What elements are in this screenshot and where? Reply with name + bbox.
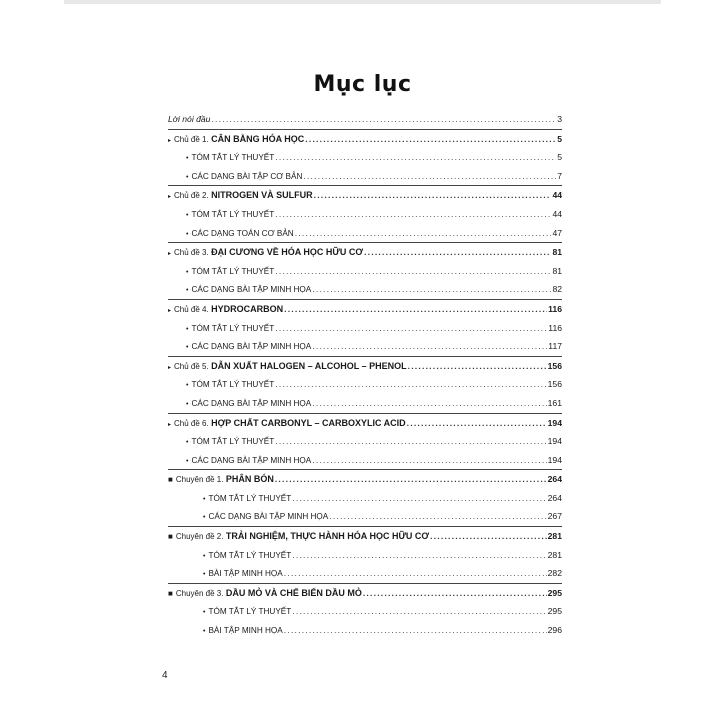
toc-chapter-prefix: Chủ đề 2. — [174, 191, 209, 201]
toc-subitem-name: TÓM TẮT LÝ THUYẾT — [191, 153, 275, 163]
toc-subitem-name: TÓM TẮT LÝ THUYẾT — [208, 493, 292, 503]
toc-subitem-page: 44 — [552, 208, 562, 219]
toc-subitem-label — [168, 621, 283, 642]
toc-chapter-label — [168, 470, 274, 490]
toc-chapter-name: TRẢI NGHIỆM, THỰC HÀNH HÓA HỌC HỮU CƠ — [225, 531, 430, 542]
toc-subitem-page: 82 — [552, 284, 562, 295]
toc-section-7 — [168, 469, 562, 526]
toc-chapter-row[interactable] — [168, 527, 562, 546]
toc-chapter-label — [168, 527, 429, 547]
square-bullet-icon: ■ — [168, 475, 173, 485]
leader-dots — [329, 507, 546, 526]
toc-chapter-label — [168, 130, 304, 151]
page-title: Mục lục — [313, 72, 412, 97]
toc-subitem-page: 264 — [547, 492, 562, 503]
toc-intro-page: 3 — [557, 114, 562, 124]
toc-subitem-row[interactable] — [168, 337, 562, 356]
leader-dots — [312, 337, 547, 356]
toc-chapter-row[interactable] — [168, 243, 562, 262]
leader-dots — [314, 186, 552, 205]
dot-bullet-icon: • — [186, 268, 189, 276]
dot-bullet-icon: • — [186, 155, 189, 163]
toc-subitem-page: 47 — [552, 227, 562, 238]
dot-bullet-icon: • — [186, 344, 189, 352]
toc-chapter-prefix: Chủ đề 3. — [174, 248, 209, 258]
toc-chapter-prefix: Chuyên đề 1. — [175, 475, 224, 485]
toc-subitem-name: TÓM TẮT LÝ THUYẾT — [191, 209, 275, 219]
toc-intro-label: Lời nói đầu — [168, 114, 211, 124]
leader-dots — [312, 280, 551, 299]
toc-subitem-label — [168, 224, 294, 245]
dot-bullet-icon: • — [186, 173, 189, 181]
leader-dots — [305, 130, 556, 149]
toc-subitem-name: TÓM TẮT LÝ THUYẾT — [191, 380, 275, 390]
toc-chapter-prefix: Chủ đề 1. — [174, 134, 209, 144]
toc-chapter-label — [168, 300, 283, 321]
toc-subitem-label — [168, 489, 291, 510]
toc-subitem-page: 296 — [547, 625, 562, 636]
toc-subitem-page: 116 — [548, 322, 562, 333]
toc-chapter-name: DẪN XUẤT HALOGEN – ALCOHOL – PHENOL — [211, 360, 407, 371]
toc-section-9 — [168, 583, 562, 640]
toc-section-2 — [168, 185, 562, 242]
dot-bullet-icon: • — [186, 400, 189, 408]
toc-subitem-name: CÁC DẠNG BÀI TẬP MINH HỌA — [191, 285, 312, 295]
toc-subitem-page: 161 — [547, 397, 562, 408]
dot-bullet-icon: • — [203, 552, 206, 560]
leader-dots — [363, 584, 547, 603]
triangle-bullet-icon: ▸ — [168, 194, 172, 201]
leader-dots — [275, 205, 551, 224]
toc-chapter-row[interactable] — [168, 414, 562, 433]
leader-dots — [275, 375, 546, 394]
triangle-bullet-icon: ▸ — [168, 137, 172, 144]
toc-subitem-label — [168, 375, 274, 396]
square-bullet-icon: ■ — [168, 588, 173, 598]
leader-dots — [275, 432, 546, 451]
toc-subitem-label — [168, 394, 311, 415]
toc-subitem-label — [168, 280, 311, 301]
toc-subitem-page: 117 — [548, 341, 562, 352]
leader-dots — [430, 527, 547, 546]
leader-dots — [312, 394, 546, 413]
toc-subitem-label — [168, 262, 274, 283]
leader-dots — [284, 621, 547, 640]
toc-subitem-row[interactable] — [168, 394, 562, 413]
toc-chapter-label — [168, 243, 363, 264]
toc-subitem-name: BÀI TẬP MINH HỌA — [208, 626, 283, 636]
toc-subitem-page: 81 — [552, 265, 562, 276]
leader-dots — [284, 564, 547, 583]
toc-chapter-prefix: Chuyên đề 2. — [175, 532, 224, 542]
triangle-bullet-icon: ▸ — [168, 251, 172, 258]
toc-subitem-label — [168, 564, 283, 585]
toc-chapter-page: 295 — [547, 587, 562, 598]
leader-dots — [312, 451, 546, 470]
toc-subitem-name: TÓM TẮT LÝ THUYẾT — [208, 607, 292, 617]
leader-dots — [303, 167, 556, 186]
toc-subitem-row[interactable] — [168, 546, 562, 565]
leader-dots — [292, 546, 546, 565]
toc-section-8 — [168, 526, 562, 583]
dot-bullet-icon: • — [186, 439, 189, 447]
toc-subitem-label — [168, 205, 274, 226]
toc-subitem-name: CÁC DẠNG BÀI TẬP MINH HỌA — [191, 342, 312, 352]
toc-subitem-name: TÓM TẮT LÝ THUYẾT — [191, 437, 275, 447]
toc-chapter-label — [168, 414, 406, 435]
toc-subitem-page: 156 — [547, 379, 562, 390]
toc-subitem-row[interactable] — [168, 564, 562, 583]
dot-bullet-icon: • — [186, 211, 189, 219]
page-number: 4 — [162, 670, 168, 681]
toc-chapter-prefix: Chủ đề 5. — [174, 361, 209, 371]
leader-dots — [275, 148, 556, 167]
dot-bullet-icon: • — [203, 628, 206, 636]
toc-subitem-row[interactable] — [168, 262, 562, 281]
page-top-edge — [64, 0, 661, 4]
toc-chapter-row[interactable] — [168, 300, 562, 319]
dot-bullet-icon: • — [186, 325, 189, 333]
toc-subitem-page: 194 — [547, 454, 562, 465]
toc-section-5 — [168, 356, 562, 413]
toc-subitem-label — [168, 319, 274, 340]
toc-subitem-name: CÁC DẠNG TOÁN CƠ BẢN — [191, 228, 294, 238]
toc-chapter-row[interactable] — [168, 186, 562, 205]
toc-section-3 — [168, 242, 562, 299]
toc-chapter-name: HỢP CHẤT CARBONYL – CARBOXYLIC ACID — [211, 417, 406, 428]
dot-bullet-icon: • — [186, 287, 189, 295]
toc-subitem-page: 267 — [547, 511, 562, 522]
leader-dots — [292, 602, 546, 621]
toc-chapter-page: 194 — [547, 417, 562, 428]
toc-chapter-page: 116 — [548, 303, 562, 314]
triangle-bullet-icon: ▸ — [168, 421, 172, 428]
toc-chapter-prefix: Chủ đề 6. — [174, 418, 209, 428]
toc-chapter-name: PHÂN BÓN — [225, 474, 274, 485]
dot-bullet-icon: • — [203, 514, 206, 522]
toc-chapter-page: 5 — [557, 133, 562, 144]
toc-subitem-label — [168, 432, 274, 453]
toc-subitem-row[interactable] — [168, 451, 562, 470]
toc-subitem-row[interactable] — [168, 432, 562, 451]
dot-bullet-icon: • — [203, 495, 206, 503]
toc-chapter-row[interactable] — [168, 470, 562, 489]
toc-chapter-page: 264 — [547, 474, 562, 485]
toc-subitem-page: 295 — [547, 606, 562, 617]
toc-subitem-name: BÀI TẬP MINH HỌA — [208, 569, 283, 579]
toc-subitem-row[interactable] — [168, 167, 562, 186]
toc-subitem-row[interactable] — [168, 507, 562, 526]
toc-chapter-name: HYDROCARBON — [211, 303, 284, 314]
toc-chapter-row[interactable] — [168, 357, 562, 376]
toc-subitem-name: CÁC DẠNG BÀI TẬP MINH HỌA — [208, 512, 329, 522]
toc-subitem-row[interactable] — [168, 319, 562, 338]
toc-subitem-label — [168, 602, 291, 623]
toc-subitem-page: 5 — [557, 152, 562, 163]
toc-chapter-name: CÂN BẰNG HÓA HỌC — [211, 133, 305, 144]
toc-subitem-page: 7 — [557, 170, 562, 181]
toc-subitem-name: CÁC DẠNG BÀI TẬP MINH HỌA — [191, 398, 312, 408]
dot-bullet-icon: • — [186, 382, 189, 390]
toc-subitem-name: TÓM TẮT LÝ THUYẾT — [208, 550, 292, 560]
toc-subitem-row[interactable] — [168, 489, 562, 508]
toc-subitem-label — [168, 167, 302, 188]
leader-dots — [292, 489, 546, 508]
toc-subitem-row[interactable] — [168, 602, 562, 621]
toc-chapter-prefix: Chủ đề 4. — [174, 304, 209, 314]
toc-subitem-name: CÁC DẠNG BÀI TẬP MINH HỌA — [191, 455, 312, 465]
leader-dots — [284, 300, 547, 319]
leader-dots — [407, 414, 547, 433]
dot-bullet-icon: • — [186, 457, 189, 465]
toc-subitem-row[interactable] — [168, 148, 562, 167]
toc-chapter-name: NITROGEN VÀ SULFUR — [211, 190, 313, 201]
toc-subitem-label — [168, 337, 311, 358]
toc-chapter-label — [168, 357, 407, 378]
toc-subitem-row[interactable] — [168, 375, 562, 394]
toc-section-6 — [168, 413, 562, 470]
toc-chapter-row[interactable] — [168, 130, 562, 149]
toc-subitem-label — [168, 546, 291, 567]
leader-dots — [275, 262, 551, 281]
dot-bullet-icon: • — [203, 571, 206, 579]
toc-subitem-label — [168, 148, 274, 169]
leader-dots — [211, 110, 556, 129]
toc-chapter-page: 281 — [547, 531, 562, 542]
toc-subitem-page: 194 — [547, 436, 562, 447]
table-of-contents — [168, 110, 562, 640]
toc-subitem-name: TÓM TẮT LÝ THUYẾT — [191, 323, 275, 333]
toc-chapter-row[interactable] — [168, 584, 562, 603]
toc-chapter-page: 44 — [552, 190, 562, 201]
leader-dots — [408, 357, 547, 376]
leader-dots — [275, 319, 547, 338]
toc-subitem-row[interactable] — [168, 621, 562, 640]
toc-subitem-name: CÁC DẠNG BÀI TẬP CƠ BẢN — [191, 171, 303, 181]
toc-chapter-label — [168, 186, 313, 207]
dot-bullet-icon: • — [186, 230, 189, 238]
toc-chapter-page: 81 — [552, 247, 562, 258]
toc-subitem-row[interactable] — [168, 224, 562, 243]
dot-bullet-icon: • — [203, 609, 206, 617]
toc-subitem-row[interactable] — [168, 205, 562, 224]
toc-subitem-name: TÓM TẮT LÝ THUYẾT — [191, 266, 275, 276]
toc-subitem-label — [168, 507, 328, 528]
toc-section-4 — [168, 299, 562, 356]
toc-chapter-page: 156 — [547, 360, 562, 371]
toc-chapter-label — [168, 584, 362, 604]
toc-section-1 — [168, 129, 562, 186]
toc-chapter-name: DẦU MỎ VÀ CHẾ BIẾN DẦU MỎ — [225, 587, 362, 598]
toc-subitem-page: 281 — [547, 549, 562, 560]
toc-intro-row[interactable] — [168, 110, 562, 129]
square-bullet-icon: ■ — [168, 532, 173, 542]
triangle-bullet-icon: ▸ — [168, 307, 172, 314]
leader-dots — [364, 243, 551, 262]
toc-chapter-name: ĐẠI CƯƠNG VỀ HÓA HỌC HỮU CƠ — [211, 247, 364, 258]
toc-subitem-label — [168, 451, 311, 472]
toc-subitem-row[interactable] — [168, 280, 562, 299]
toc-chapter-prefix: Chuyên đề 3. — [175, 588, 224, 598]
toc-subitem-page: 282 — [547, 568, 562, 579]
triangle-bullet-icon: ▸ — [168, 364, 172, 371]
leader-dots — [275, 470, 547, 489]
toc-intro-block — [168, 110, 562, 129]
leader-dots — [295, 224, 552, 243]
